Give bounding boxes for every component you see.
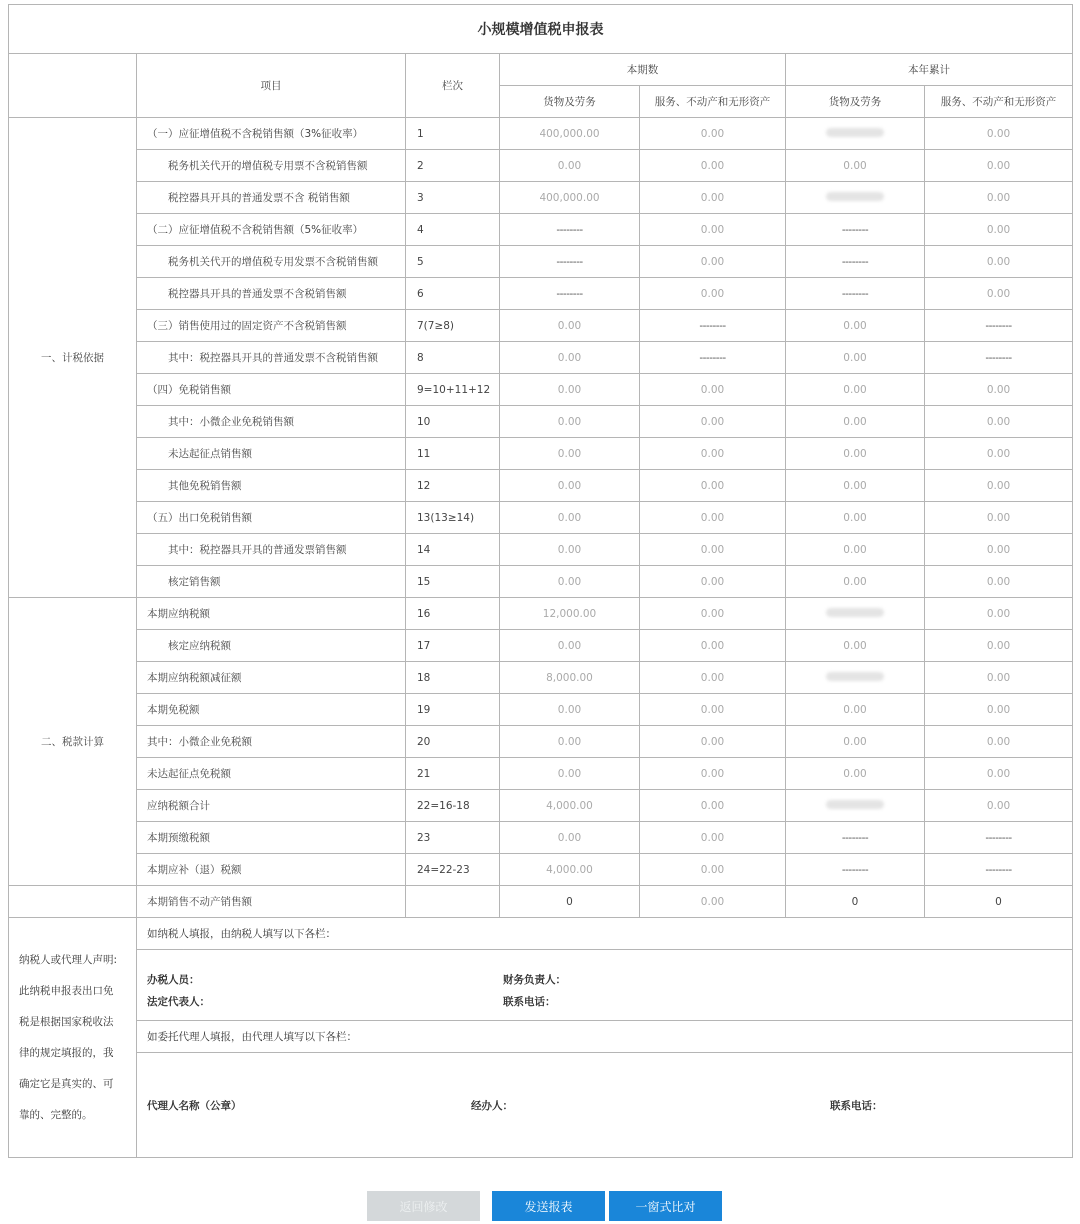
row-label: 税控器具开具的普通发票不含税销售额: [137, 278, 406, 310]
cell-current-services[interactable]: 0.00: [640, 534, 786, 566]
row-line-number: 15: [406, 566, 500, 598]
table-row: [9, 790, 1073, 822]
cell-ytd-services[interactable]: --------: [925, 342, 1073, 374]
table-row: [9, 822, 1073, 854]
cell-ytd-goods[interactable]: --------: [786, 246, 925, 278]
row-line-number: 5: [406, 246, 500, 278]
cell-current-goods[interactable]: 0.00: [500, 342, 640, 374]
cell-current-services[interactable]: 0.00: [640, 502, 786, 534]
cell-current-goods[interactable]: 400,000.00: [500, 118, 640, 150]
cell-ytd-goods[interactable]: [786, 118, 925, 150]
cell-ytd-services[interactable]: 0: [925, 886, 1073, 918]
cell-current-services[interactable]: 0.00: [640, 278, 786, 310]
legal-rep-label: 法定代表人：: [147, 996, 210, 1008]
table-row: [9, 598, 1073, 630]
cell-current-goods[interactable]: 0.00: [500, 726, 640, 758]
table-row: [9, 278, 1073, 310]
table-row: [9, 374, 1073, 406]
header-current-period: 本期数: [500, 54, 786, 86]
row-label: 税控器具开具的普通发票不含 税销售额: [137, 182, 406, 214]
cell-ytd-services[interactable]: 0.00: [925, 790, 1073, 822]
cell-current-services[interactable]: 0.00: [640, 182, 786, 214]
statement-line: 靠的、完整的。: [19, 1108, 93, 1121]
redacted-value: [826, 672, 884, 681]
cell-ytd-goods[interactable]: --------: [786, 822, 925, 854]
agent-phone-label: 联系电话：: [830, 1100, 883, 1112]
cell-current-services[interactable]: 0.00: [640, 886, 786, 918]
cell-ytd-goods[interactable]: 0.00: [786, 374, 925, 406]
table-row: [9, 566, 1073, 598]
taxpayer-heading: 如纳税人填报，由纳税人填写以下各栏：: [137, 918, 1073, 950]
redacted-value: [826, 192, 884, 201]
cell-current-goods[interactable]: 0.00: [500, 406, 640, 438]
cell-current-goods[interactable]: 4,000.00: [500, 854, 640, 886]
table-row: [9, 118, 1073, 150]
cell-ytd-services[interactable]: 0.00: [925, 182, 1073, 214]
cell-ytd-goods[interactable]: 0.00: [786, 726, 925, 758]
agent-fields: [137, 1053, 1073, 1158]
header-line: 栏次: [406, 54, 500, 118]
row-label: 本期预缴税额: [137, 822, 406, 854]
cell-ytd-goods[interactable]: 0.00: [786, 470, 925, 502]
row-line-number: 9=10+11+12: [406, 374, 500, 406]
tax-officer-label: 办税人员：: [147, 974, 200, 986]
row-line-number: 14: [406, 534, 500, 566]
statement-line: 律的规定填报的，我: [19, 1046, 114, 1059]
cell-current-goods[interactable]: 0.00: [500, 470, 640, 502]
row-label: 本期应纳税额: [137, 598, 406, 630]
table-row: [9, 214, 1073, 246]
cell-current-goods[interactable]: 0.00: [500, 630, 640, 662]
cell-ytd-services[interactable]: 0.00: [925, 758, 1073, 790]
cell-ytd-goods[interactable]: 0.00: [786, 150, 925, 182]
table-row: [9, 438, 1073, 470]
cell-ytd-services[interactable]: 0.00: [925, 214, 1073, 246]
cell-current-goods[interactable]: 12,000.00: [500, 598, 640, 630]
row-line-number: 13(13≥14): [406, 502, 500, 534]
table-row: [9, 182, 1073, 214]
cell-current-goods[interactable]: 0.00: [500, 310, 640, 342]
cell-ytd-goods[interactable]: 0.00: [786, 502, 925, 534]
cell-current-services[interactable]: 0.00: [640, 854, 786, 886]
cell-current-services[interactable]: 0.00: [640, 822, 786, 854]
cell-ytd-goods[interactable]: 0.00: [786, 438, 925, 470]
cell-current-services[interactable]: 0.00: [640, 246, 786, 278]
section-basis: 一、计税依据: [9, 118, 137, 598]
header-current-goods: 货物及劳务: [500, 86, 640, 118]
cell-current-services[interactable]: 0.00: [640, 790, 786, 822]
vat-return-table: [8, 4, 1073, 918]
row-label: 其他免税销售额: [137, 470, 406, 502]
back-edit-button[interactable]: 返回修改: [367, 1191, 480, 1221]
table-row: [9, 310, 1073, 342]
cell-ytd-goods[interactable]: 0.00: [786, 758, 925, 790]
row-label: 税务机关代开的增值税专用票不含税销售额: [137, 150, 406, 182]
row-line-number: 18: [406, 662, 500, 694]
row-label: 本期免税额: [137, 694, 406, 726]
cell-current-services[interactable]: 0.00: [640, 758, 786, 790]
row-line-number: 20: [406, 726, 500, 758]
action-bar: [0, 1191, 1080, 1221]
cell-current-goods[interactable]: 8,000.00: [500, 662, 640, 694]
cell-ytd-goods[interactable]: [786, 790, 925, 822]
row-label: （三）销售使用过的固定资产不含税销售额: [137, 310, 406, 342]
cell-ytd-services[interactable]: 0.00: [925, 566, 1073, 598]
row-line-number: 10: [406, 406, 500, 438]
table-row: [9, 342, 1073, 374]
cell-current-goods[interactable]: 0.00: [500, 150, 640, 182]
row-label: 应纳税额合计: [137, 790, 406, 822]
row-line-number: 8: [406, 342, 500, 374]
table-row: [9, 726, 1073, 758]
cell-ytd-goods[interactable]: [786, 662, 925, 694]
row-line-number: 7(7≥8): [406, 310, 500, 342]
cell-current-goods[interactable]: 0.00: [500, 822, 640, 854]
one-window-compare-button[interactable]: 一窗式比对: [609, 1191, 722, 1221]
header-item: 项目: [137, 54, 406, 118]
cell-current-goods[interactable]: 4,000.00: [500, 790, 640, 822]
row-line-number: 16: [406, 598, 500, 630]
cell-current-goods[interactable]: 0: [500, 886, 640, 918]
cell-current-goods[interactable]: --------: [500, 246, 640, 278]
cell-current-services[interactable]: 0.00: [640, 694, 786, 726]
cell-ytd-services[interactable]: 0.00: [925, 278, 1073, 310]
cell-ytd-services[interactable]: 0.00: [925, 246, 1073, 278]
cell-current-services[interactable]: 0.00: [640, 662, 786, 694]
row-line-number: 17: [406, 630, 500, 662]
table-row: [9, 246, 1073, 278]
cell-current-services[interactable]: 0.00: [640, 566, 786, 598]
row-label: 税务机关代开的增值税专用发票不含税销售额: [137, 246, 406, 278]
table-row: [9, 630, 1073, 662]
row-line-number: 1: [406, 118, 500, 150]
row-label: 核定销售额: [137, 566, 406, 598]
row-line-number: 12: [406, 470, 500, 502]
cell-ytd-services[interactable]: 0.00: [925, 534, 1073, 566]
cell-ytd-services[interactable]: 0.00: [925, 374, 1073, 406]
section-calc: 二、税款计算: [9, 598, 137, 886]
table-row: [9, 406, 1073, 438]
cell-ytd-goods[interactable]: --------: [786, 278, 925, 310]
cell-ytd-services[interactable]: 0.00: [925, 694, 1073, 726]
cell-current-goods[interactable]: 0.00: [500, 694, 640, 726]
table-row: [9, 150, 1073, 182]
cell-ytd-services[interactable]: 0.00: [925, 726, 1073, 758]
table-row: [9, 886, 1073, 918]
redacted-value: [826, 800, 884, 809]
table-row: [9, 854, 1073, 886]
statement-line: 税是根据国家税收法: [19, 1015, 114, 1028]
header-year-to-date: 本年累计: [786, 54, 1073, 86]
row-label: 本期销售不动产销售额: [137, 886, 406, 918]
cell-current-services[interactable]: 0.00: [640, 214, 786, 246]
vat-return-form: [8, 4, 1072, 1158]
statement-line: 纳税人或代理人声明:: [19, 953, 118, 966]
row-line-number: 3: [406, 182, 500, 214]
row-label: （五）出口免税销售额: [137, 502, 406, 534]
row-label: 其中：税控器具开具的普通发票销售额: [137, 534, 406, 566]
row-label: 其中：小微企业免税销售额: [137, 406, 406, 438]
cell-ytd-goods[interactable]: 0.00: [786, 534, 925, 566]
cell-ytd-services[interactable]: 0.00: [925, 662, 1073, 694]
agent-heading: 如委托代理人填报，由代理人填写以下各栏：: [137, 1021, 1073, 1053]
cell-ytd-goods[interactable]: [786, 182, 925, 214]
cell-current-goods[interactable]: --------: [500, 214, 640, 246]
cell-ytd-services[interactable]: --------: [925, 854, 1073, 886]
row-label: 本期应纳税额减征额: [137, 662, 406, 694]
row-label: 核定应纳税额: [137, 630, 406, 662]
cell-ytd-services[interactable]: 0.00: [925, 598, 1073, 630]
cell-current-goods[interactable]: 0.00: [500, 438, 640, 470]
cell-current-services[interactable]: 0.00: [640, 374, 786, 406]
cell-current-services[interactable]: 0.00: [640, 598, 786, 630]
cell-ytd-goods[interactable]: 0.00: [786, 566, 925, 598]
cell-current-goods[interactable]: 0.00: [500, 374, 640, 406]
agent-name-label: 代理人名称（公章）: [147, 1100, 242, 1112]
cell-ytd-services[interactable]: 0.00: [925, 630, 1073, 662]
table-row: [9, 534, 1073, 566]
cell-current-goods[interactable]: 0.00: [500, 758, 640, 790]
cell-current-goods[interactable]: 0.00: [500, 534, 640, 566]
cell-current-services[interactable]: --------: [640, 310, 786, 342]
phone-label: 联系电话：: [503, 996, 556, 1008]
section-blank: [9, 886, 137, 918]
row-line-number: 24=22-23: [406, 854, 500, 886]
cell-current-goods[interactable]: 0.00: [500, 566, 640, 598]
row-label: （二）应征增值税不含税销售额（5%征收率）: [137, 214, 406, 246]
row-line-number: 23: [406, 822, 500, 854]
table-row: [9, 758, 1073, 790]
cell-current-services[interactable]: 0.00: [640, 726, 786, 758]
finance-head-label: 财务负责人：: [503, 974, 566, 986]
cell-ytd-goods[interactable]: 0: [786, 886, 925, 918]
section-header-blank: [9, 54, 137, 118]
row-label: 未达起征点免税额: [137, 758, 406, 790]
cell-ytd-services[interactable]: --------: [925, 822, 1073, 854]
taxpayer-fields: [137, 950, 1073, 1021]
cell-ytd-goods[interactable]: 0.00: [786, 310, 925, 342]
table-row: [9, 694, 1073, 726]
form-title: 小规模增值税申报表: [9, 5, 1073, 54]
cell-current-services[interactable]: 0.00: [640, 438, 786, 470]
cell-current-goods[interactable]: 0.00: [500, 502, 640, 534]
cell-current-services[interactable]: 0.00: [640, 118, 786, 150]
cell-ytd-goods[interactable]: [786, 598, 925, 630]
redacted-value: [826, 608, 884, 617]
cell-ytd-goods[interactable]: 0.00: [786, 406, 925, 438]
row-label: （一）应征增值税不含税销售额（3%征收率）: [137, 118, 406, 150]
cell-current-goods[interactable]: 400,000.00: [500, 182, 640, 214]
row-label: 本期应补（退）税额: [137, 854, 406, 886]
header-ytd-services: 服务、不动产和无形资产: [925, 86, 1073, 118]
cell-ytd-goods[interactable]: 0.00: [786, 342, 925, 374]
cell-ytd-services[interactable]: 0.00: [925, 470, 1073, 502]
header-ytd-goods: 货物及劳务: [786, 86, 925, 118]
declaration-table: [8, 917, 1073, 1158]
cell-ytd-services[interactable]: 0.00: [925, 502, 1073, 534]
cell-ytd-goods[interactable]: 0.00: [786, 694, 925, 726]
redacted-value: [826, 128, 884, 137]
row-label: （四）免税销售额: [137, 374, 406, 406]
row-label: 其中：税控器具开具的普通发票不含税销售额: [137, 342, 406, 374]
cell-current-services[interactable]: 0.00: [640, 630, 786, 662]
row-label: 其中：小微企业免税额: [137, 726, 406, 758]
row-line-number: 19: [406, 694, 500, 726]
cell-ytd-services[interactable]: 0.00: [925, 406, 1073, 438]
cell-ytd-services[interactable]: 0.00: [925, 150, 1073, 182]
row-line-number: 2: [406, 150, 500, 182]
row-label: 未达起征点销售额: [137, 438, 406, 470]
cell-ytd-services[interactable]: 0.00: [925, 118, 1073, 150]
send-report-button[interactable]: 发送报表: [492, 1191, 605, 1221]
table-row: [9, 502, 1073, 534]
cell-ytd-services[interactable]: --------: [925, 310, 1073, 342]
cell-current-services[interactable]: 0.00: [640, 150, 786, 182]
cell-current-goods[interactable]: --------: [500, 278, 640, 310]
table-row: [9, 470, 1073, 502]
cell-current-services[interactable]: --------: [640, 342, 786, 374]
cell-ytd-goods[interactable]: --------: [786, 854, 925, 886]
row-line-number: 11: [406, 438, 500, 470]
statement-line: 确定它是真实的、可: [19, 1077, 114, 1090]
header-current-services: 服务、不动产和无形资产: [640, 86, 786, 118]
cell-current-services[interactable]: 0.00: [640, 406, 786, 438]
row-line-number: 6: [406, 278, 500, 310]
cell-current-services[interactable]: 0.00: [640, 470, 786, 502]
handler-label: 经办人：: [471, 1100, 513, 1112]
row-line-number: 21: [406, 758, 500, 790]
cell-ytd-services[interactable]: 0.00: [925, 438, 1073, 470]
cell-ytd-goods[interactable]: 0.00: [786, 630, 925, 662]
statement-line: 此纳税申报表出口免: [19, 984, 114, 997]
table-row: [9, 662, 1073, 694]
row-line-number: [406, 886, 500, 918]
row-line-number: 4: [406, 214, 500, 246]
declaration-statement: [9, 918, 137, 1158]
row-line-number: 22=16-18: [406, 790, 500, 822]
cell-ytd-goods[interactable]: --------: [786, 214, 925, 246]
